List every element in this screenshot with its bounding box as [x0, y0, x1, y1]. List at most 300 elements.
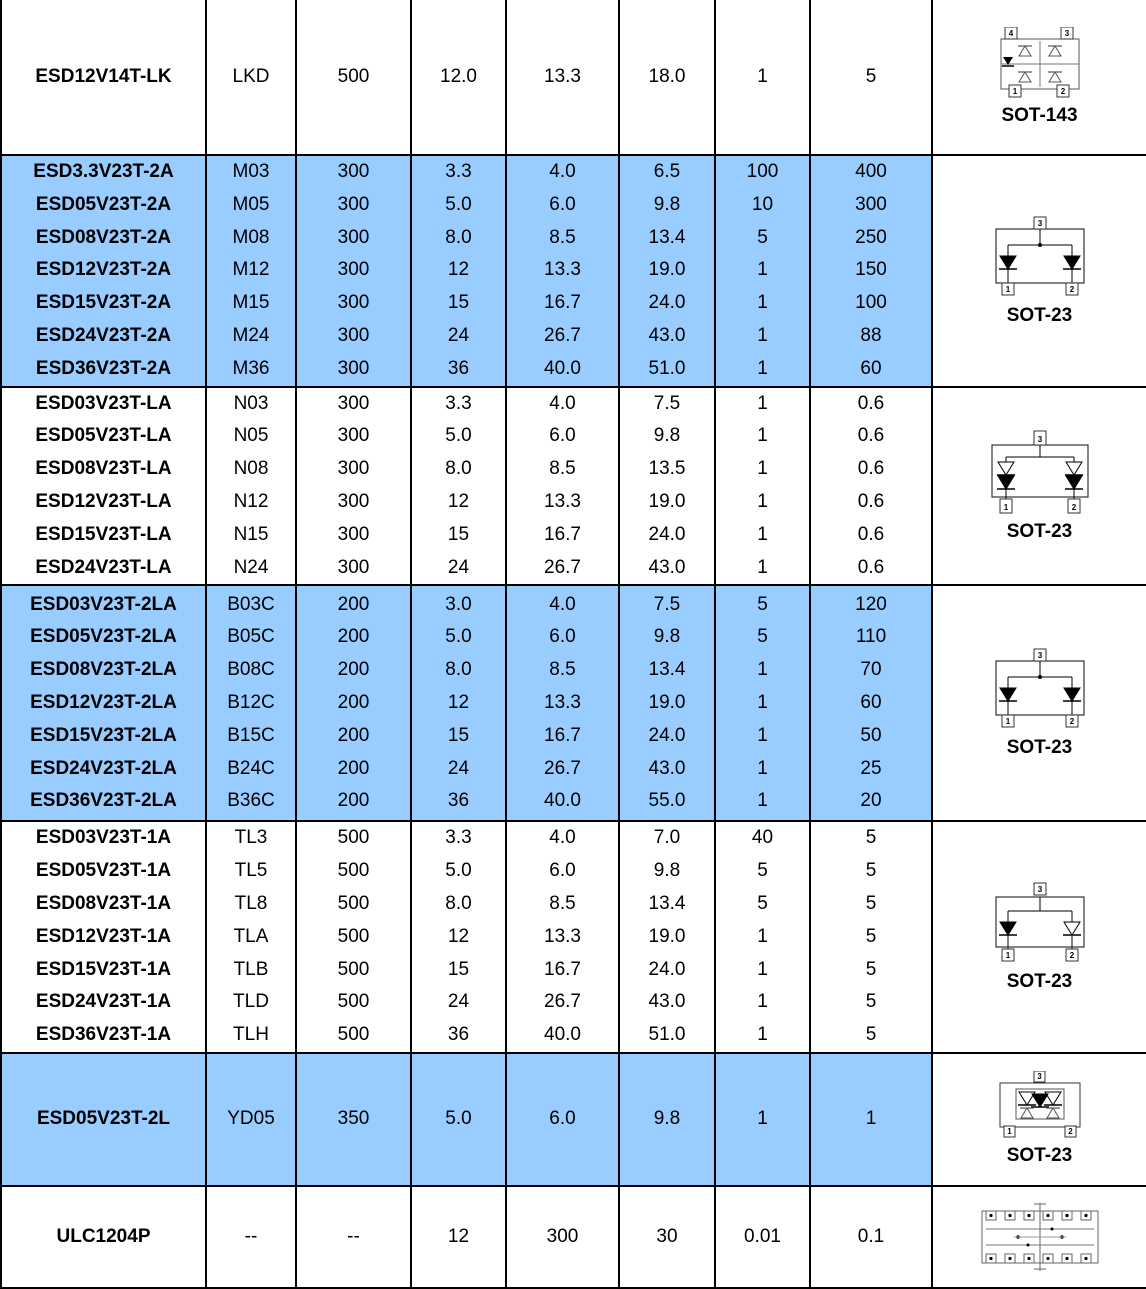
svg-text:3: 3	[1037, 218, 1042, 228]
peak-pulse-power-cell	[296, 585, 411, 821]
package-name: SOT-23	[1006, 520, 1073, 542]
clamping-voltage: 6.5	[653, 161, 681, 182]
part-number: ESD24V23T-LA	[35, 556, 172, 578]
leakage-current: 1	[757, 259, 768, 281]
package-name: SOT-23	[1006, 971, 1073, 993]
marking-code: B03C	[227, 593, 275, 615]
breakdown-voltage: 4.0	[549, 161, 576, 182]
leakage-current: 100	[746, 161, 779, 182]
part-number-cell	[1, 387, 206, 586]
leakage-current-cell	[715, 1053, 810, 1186]
peak-pulse-power: 200	[337, 626, 370, 648]
package-cell	[932, 821, 1146, 1053]
peak-pulse-power: 200	[337, 593, 370, 615]
working-voltage: 12.0	[440, 66, 477, 87]
marking-code: TL8	[234, 892, 268, 914]
part-number: ESD3.3V23T-2A	[33, 161, 174, 182]
peak-pulse-power: 300	[337, 425, 370, 447]
clamping-voltage: 24.0	[648, 523, 686, 545]
marking-code-cell	[206, 1186, 296, 1288]
clamping-voltage: 9.8	[653, 860, 681, 882]
working-voltage: 5.0	[445, 1108, 472, 1130]
leakage-current-cell	[715, 585, 810, 821]
clamping-voltage: 13.4	[648, 226, 686, 248]
marking-code-cell	[206, 585, 296, 821]
marking-code: B24C	[227, 757, 275, 779]
part-number: ESD08V23T-2A	[35, 226, 172, 248]
peak-pulse-power: 300	[337, 161, 370, 182]
peak-pulse-power-cell	[296, 1053, 411, 1186]
capacitance: 0.6	[857, 490, 885, 512]
part-group-row	[1, 0, 1146, 155]
part-number: ESD24V23T-2A	[35, 324, 172, 346]
marking-code: M05	[232, 193, 270, 215]
capacitance-cell	[810, 1186, 932, 1288]
clamping-voltage: 9.8	[653, 425, 681, 447]
peak-pulse-power: 500	[337, 66, 370, 87]
capacitance: 120	[855, 593, 887, 615]
marking-code: M12	[232, 259, 270, 281]
capacitance-cell	[810, 585, 932, 821]
marking-code: N03	[233, 392, 269, 414]
marking-code: B12C	[227, 691, 275, 713]
svg-text:3: 3	[1064, 29, 1069, 38]
working-voltage: 5.0	[445, 193, 472, 215]
sot23-single-bidirectional-diagram-icon	[933, 881, 1146, 965]
peak-pulse-power: 200	[337, 724, 370, 746]
capacitance: 5	[865, 892, 877, 914]
peak-pulse-power: 300	[337, 357, 370, 379]
leakage-current: 1	[757, 1108, 768, 1130]
part-number: ESD15V23T-2LA	[30, 724, 177, 746]
capacitance: 25	[860, 757, 882, 779]
svg-text:2: 2	[1069, 284, 1074, 294]
package-cell	[932, 155, 1146, 387]
clamping-voltage: 9.8	[653, 1108, 681, 1130]
svg-text:1: 1	[1005, 284, 1010, 294]
part-number: ESD12V23T-LA	[35, 490, 172, 512]
part-number: ESD05V23T-2A	[35, 193, 172, 215]
capacitance: 0.6	[857, 556, 885, 578]
part-number: ESD08V23T-LA	[35, 458, 172, 480]
capacitance: 60	[860, 357, 882, 379]
working-voltage: 24	[447, 324, 470, 346]
leakage-current: 1	[757, 392, 768, 414]
breakdown-voltage: 40.0	[544, 1024, 581, 1046]
breakdown-voltage: 6.0	[549, 193, 576, 215]
clamping-voltage-cell	[619, 0, 715, 155]
breakdown-voltage-cell	[506, 1053, 619, 1186]
sot23-low-cap-diagram-icon	[933, 429, 1146, 515]
peak-pulse-power: 200	[337, 691, 370, 713]
leakage-current: 5	[757, 226, 768, 248]
clamping-voltage: 19.0	[648, 691, 686, 713]
breakdown-voltage: 6.0	[549, 425, 576, 447]
clamping-voltage: 43.0	[648, 556, 686, 578]
breakdown-voltage: 16.7	[544, 724, 581, 746]
breakdown-voltage: 16.7	[544, 523, 581, 545]
leakage-current: 5	[757, 860, 768, 882]
working-voltage: 12	[447, 691, 470, 713]
marking-code: M15	[232, 292, 270, 314]
marking-code: --	[244, 1225, 258, 1247]
breakdown-voltage: 6.0	[549, 626, 576, 648]
peak-pulse-power: 300	[337, 490, 370, 512]
marking-code: TLB	[233, 958, 269, 980]
svg-text:3: 3	[1036, 1072, 1042, 1082]
working-voltage: 15	[447, 292, 470, 314]
peak-pulse-power: 500	[337, 827, 370, 849]
working-voltage: 15	[447, 724, 470, 746]
breakdown-voltage: 16.7	[544, 292, 581, 314]
clamping-voltage: 7.5	[653, 593, 681, 615]
working-voltage: 12	[447, 490, 470, 512]
part-number: ESD08V23T-2LA	[30, 659, 177, 681]
marking-code: M36	[232, 357, 270, 379]
part-number: ESD15V23T-LA	[35, 523, 172, 545]
peak-pulse-power: 300	[337, 523, 370, 545]
marking-code-cell	[206, 1053, 296, 1186]
peak-pulse-power-cell	[296, 0, 411, 155]
working-voltage: 3.3	[445, 827, 472, 849]
marking-code: N12	[233, 490, 269, 512]
working-voltage: 24	[447, 991, 470, 1013]
peak-pulse-power: 200	[337, 757, 370, 779]
peak-pulse-power: 300	[337, 193, 370, 215]
svg-text:3: 3	[1037, 885, 1042, 895]
marking-code: TL3	[234, 827, 268, 849]
sot143-diagram-icon	[933, 27, 1146, 99]
working-voltage-cell	[411, 1053, 506, 1186]
marking-code-cell	[206, 387, 296, 586]
part-number: ESD05V23T-1A	[35, 860, 172, 882]
peak-pulse-power: 300	[337, 324, 370, 346]
part-number-cell	[1, 821, 206, 1053]
breakdown-voltage: 300	[546, 1225, 579, 1247]
working-voltage: 8.0	[445, 458, 472, 480]
breakdown-voltage: 8.5	[549, 458, 576, 480]
breakdown-voltage-cell	[506, 0, 619, 155]
leakage-current: 1	[757, 556, 768, 578]
marking-code: LKD	[232, 66, 270, 87]
leakage-current-cell	[715, 1186, 810, 1288]
leakage-current: 1	[757, 790, 768, 812]
marking-code: TLD	[233, 991, 269, 1013]
part-number: ESD05V23T-2L	[36, 1108, 171, 1130]
svg-text:3: 3	[1037, 434, 1042, 444]
leakage-current: 1	[757, 324, 768, 346]
clamping-voltage-cell	[619, 1053, 715, 1186]
clamping-voltage: 13.4	[648, 892, 686, 914]
part-number: ESD03V23T-2LA	[30, 593, 177, 615]
capacitance: 5	[865, 827, 877, 849]
capacitance-cell	[810, 155, 932, 387]
marking-code: TLH	[233, 1024, 269, 1046]
package-cell	[932, 1053, 1146, 1186]
marking-code-cell	[206, 0, 296, 155]
working-voltage: 12	[447, 925, 470, 947]
marking-code: N15	[233, 523, 269, 545]
capacitance: 250	[855, 226, 887, 248]
peak-pulse-power: 300	[337, 556, 370, 578]
part-group-row	[1, 387, 1146, 586]
working-voltage: 24	[447, 757, 470, 779]
leakage-current: 1	[757, 425, 768, 447]
svg-text:1: 1	[1012, 87, 1017, 96]
peak-pulse-power-cell	[296, 155, 411, 387]
clamping-voltage: 51.0	[648, 357, 686, 379]
svg-text:2: 2	[1067, 1127, 1073, 1137]
marking-code: TLA	[233, 925, 269, 947]
marking-code: N24	[233, 556, 269, 578]
working-voltage-cell	[411, 0, 506, 155]
leakage-current: 1	[757, 66, 768, 87]
breakdown-voltage: 26.7	[544, 556, 581, 578]
part-number: ESD36V23T-2A	[35, 357, 172, 379]
leakage-current-cell	[715, 387, 810, 586]
breakdown-voltage: 8.5	[549, 659, 576, 681]
part-number: ESD15V23T-1A	[35, 958, 172, 980]
clamping-voltage: 19.0	[648, 490, 686, 512]
breakdown-voltage: 26.7	[544, 991, 581, 1013]
clamping-voltage: 24.0	[648, 958, 686, 980]
package-cell	[932, 387, 1146, 586]
working-voltage: 5.0	[445, 626, 472, 648]
sot23-low-cap-bridge-diagram-icon	[933, 1071, 1146, 1139]
working-voltage: 8.0	[445, 226, 472, 248]
leakage-current-cell	[715, 821, 810, 1053]
leakage-current: 1	[757, 991, 768, 1013]
part-group-row	[1, 1186, 1146, 1288]
breakdown-voltage: 13.3	[544, 925, 581, 947]
part-group-row	[1, 1053, 1146, 1186]
capacitance: 0.1	[857, 1225, 885, 1247]
breakdown-voltage: 26.7	[544, 757, 581, 779]
package-name: SOT-143	[1001, 105, 1078, 126]
leakage-current-cell	[715, 0, 810, 155]
clamping-voltage-cell	[619, 585, 715, 821]
leakage-current: 5	[757, 626, 768, 648]
breakdown-voltage: 13.3	[544, 691, 581, 713]
peak-pulse-power-cell	[296, 821, 411, 1053]
peak-pulse-power: --	[347, 1225, 360, 1247]
leakage-current: 10	[751, 193, 774, 215]
working-voltage-cell	[411, 387, 506, 586]
package-name: SOT-23	[1006, 737, 1073, 759]
capacitance: 400	[855, 161, 887, 182]
part-number: ULC1204P	[56, 1225, 151, 1247]
breakdown-voltage: 13.3	[544, 66, 581, 87]
package-cell	[932, 585, 1146, 821]
capacitance: 88	[860, 324, 882, 346]
capacitance: 1	[865, 1108, 877, 1130]
working-voltage: 8.0	[445, 892, 472, 914]
clamping-voltage: 13.5	[648, 458, 686, 480]
working-voltage-cell	[411, 585, 506, 821]
peak-pulse-power: 200	[337, 659, 370, 681]
working-voltage: 8.0	[445, 659, 472, 681]
part-number: ESD05V23T-2LA	[30, 626, 177, 648]
working-voltage: 5.0	[445, 425, 472, 447]
clamping-voltage: 55.0	[648, 790, 686, 812]
svg-text:2: 2	[1069, 951, 1074, 961]
svg-text:2: 2	[1071, 502, 1076, 512]
part-number-cell	[1, 585, 206, 821]
clamping-voltage: 43.0	[648, 324, 686, 346]
capacitance: 100	[855, 292, 887, 314]
peak-pulse-power: 300	[337, 458, 370, 480]
capacitance: 110	[855, 626, 887, 648]
leakage-current: 1	[757, 523, 768, 545]
clamping-voltage-cell	[619, 1186, 715, 1288]
leakage-current: 1	[757, 357, 768, 379]
peak-pulse-power: 350	[337, 1108, 370, 1130]
capacitance: 5	[865, 925, 877, 947]
marking-code: B36C	[227, 790, 275, 812]
svg-text:2: 2	[1069, 717, 1074, 727]
breakdown-voltage-cell	[506, 155, 619, 387]
marking-code: N08	[233, 458, 269, 480]
breakdown-voltage: 4.0	[549, 392, 576, 414]
capacitance: 150	[855, 259, 887, 281]
leakage-current: 5	[757, 593, 768, 615]
marking-code: M08	[232, 226, 270, 248]
capacitance-cell	[810, 387, 932, 586]
capacitance: 20	[860, 790, 882, 812]
part-group-row	[1, 155, 1146, 387]
working-voltage: 36	[447, 357, 470, 379]
leakage-current: 1	[757, 724, 768, 746]
peak-pulse-power: 500	[337, 991, 370, 1013]
part-number: ESD12V23T-2A	[35, 259, 172, 281]
marking-code: M03	[232, 161, 270, 182]
part-number: ESD12V23T-1A	[35, 925, 172, 947]
part-number: ESD08V23T-1A	[35, 892, 172, 914]
leakage-current-cell	[715, 155, 810, 387]
part-number-cell	[1, 1186, 206, 1288]
breakdown-voltage: 6.0	[549, 1108, 576, 1130]
package-name: SOT-23	[1006, 304, 1073, 326]
part-number: ESD03V23T-LA	[35, 392, 172, 414]
leakage-current: 1	[757, 925, 768, 947]
part-number-cell	[1, 0, 206, 155]
peak-pulse-power-cell	[296, 387, 411, 586]
breakdown-voltage: 40.0	[544, 790, 581, 812]
clamping-voltage: 9.8	[653, 193, 681, 215]
working-voltage: 3.3	[445, 392, 472, 414]
clamping-voltage-cell	[619, 155, 715, 387]
capacitance: 70	[860, 659, 882, 681]
leakage-current: 1	[757, 1024, 768, 1046]
working-voltage: 36	[447, 1024, 470, 1046]
breakdown-voltage: 8.5	[549, 892, 576, 914]
part-number: ESD36V23T-1A	[35, 1024, 172, 1046]
marking-code: B15C	[227, 724, 275, 746]
capacitance: 60	[860, 691, 882, 713]
leakage-current: 5	[757, 892, 768, 914]
peak-pulse-power: 300	[337, 392, 370, 414]
capacitance: 5	[865, 66, 877, 87]
clamping-voltage: 24.0	[648, 724, 686, 746]
package-name: SOT-23	[1006, 1145, 1073, 1167]
working-voltage: 12	[447, 259, 470, 281]
peak-pulse-power: 500	[337, 892, 370, 914]
part-number: ESD12V23T-2LA	[30, 691, 177, 713]
breakdown-voltage-cell	[506, 821, 619, 1053]
working-voltage: 12	[447, 1225, 470, 1247]
marking-code-cell	[206, 821, 296, 1053]
capacitance: 0.6	[857, 523, 885, 545]
working-voltage: 36	[447, 790, 470, 812]
capacitance: 0.6	[857, 458, 885, 480]
package-cell	[932, 0, 1146, 155]
clamping-voltage: 7.5	[653, 392, 681, 414]
clamping-voltage: 24.0	[648, 292, 686, 314]
breakdown-voltage: 26.7	[544, 324, 581, 346]
breakdown-voltage-cell	[506, 585, 619, 821]
peak-pulse-power: 500	[337, 1024, 370, 1046]
leakage-current: 1	[757, 757, 768, 779]
leakage-current: 40	[751, 827, 774, 849]
clamping-voltage: 18.0	[648, 66, 686, 87]
clamping-voltage: 13.4	[648, 659, 686, 681]
clamping-voltage: 51.0	[648, 1024, 686, 1046]
marking-code: M24	[232, 324, 270, 346]
svg-text:2: 2	[1060, 87, 1065, 96]
capacitance: 5	[865, 1024, 877, 1046]
package-cell	[932, 1186, 1146, 1288]
part-number: ESD24V23T-2LA	[30, 757, 177, 779]
peak-pulse-power: 300	[337, 226, 370, 248]
svg-text:1: 1	[1005, 951, 1010, 961]
capacitance: 300	[855, 193, 887, 215]
svg-text:1: 1	[1006, 1127, 1012, 1137]
part-number-cell	[1, 155, 206, 387]
capacitance-cell	[810, 1053, 932, 1186]
peak-pulse-power: 500	[337, 925, 370, 947]
peak-pulse-power: 200	[337, 790, 370, 812]
ulc-array-diagram-icon	[933, 1201, 1146, 1273]
working-voltage: 3.0	[445, 593, 472, 615]
clamping-voltage: 19.0	[648, 925, 686, 947]
leakage-current: 1	[757, 292, 768, 314]
part-number: ESD05V23T-LA	[35, 425, 172, 447]
svg-text:4: 4	[1008, 29, 1013, 38]
working-voltage: 5.0	[445, 860, 472, 882]
breakdown-voltage-cell	[506, 1186, 619, 1288]
capacitance: 0.6	[857, 392, 885, 414]
marking-code: B08C	[227, 659, 275, 681]
breakdown-voltage: 16.7	[544, 958, 581, 980]
part-number: ESD36V23T-2LA	[30, 790, 177, 812]
working-voltage: 24	[447, 556, 470, 578]
breakdown-voltage: 40.0	[544, 357, 581, 379]
capacitance-cell	[810, 0, 932, 155]
part-group-row	[1, 821, 1146, 1053]
clamping-voltage: 19.0	[648, 259, 686, 281]
leakage-current: 1	[757, 490, 768, 512]
svg-text:1: 1	[1005, 717, 1010, 727]
peak-pulse-power: 300	[337, 259, 370, 281]
sot23-dual-unidirectional-diagram-icon	[933, 215, 1146, 299]
part-number: ESD24V23T-1A	[35, 991, 172, 1013]
clamping-voltage: 43.0	[648, 757, 686, 779]
clamping-voltage: 7.0	[653, 827, 681, 849]
breakdown-voltage: 13.3	[544, 490, 581, 512]
working-voltage: 15	[447, 523, 470, 545]
leakage-current: 1	[757, 691, 768, 713]
peak-pulse-power: 500	[337, 958, 370, 980]
